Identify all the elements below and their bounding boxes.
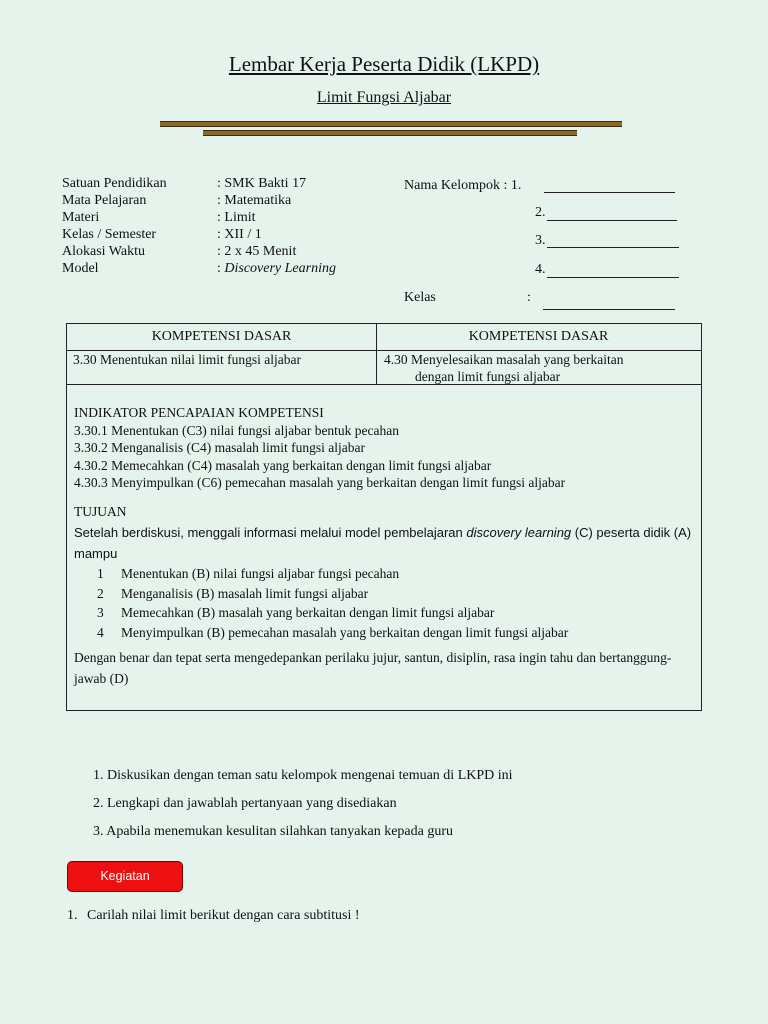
group-name-line-3[interactable] xyxy=(547,247,679,248)
tujuan-title: TUJUAN xyxy=(74,504,127,519)
group-number: 4. xyxy=(535,262,546,277)
kd-cell-right xyxy=(384,351,624,385)
list-item-text: Menyimpulkan (B) pemecahan masalah yang berkaitan dengan limit fungsi aljabar xyxy=(121,625,569,640)
table-column-divider xyxy=(376,350,377,384)
group-number: 3. xyxy=(535,233,546,248)
ipk-section xyxy=(74,404,565,492)
instruction-item: 3. Apabila menemukan kesulitan silahkan tanyakan kepada guru xyxy=(93,824,454,839)
identity-value-italic: Discovery Learning xyxy=(224,261,336,276)
tujuan-intro-b: (C) peserta didik (A) mampu xyxy=(74,525,692,561)
instruction-item: 1. Diskusikan dengan teman satu kelompok mengenai temuan di LKPD ini xyxy=(93,768,513,783)
list-item-text: Menganalisis (B) masalah limit fungsi aljabar xyxy=(121,586,369,601)
task-text: Carilah nilai limit berikut dengan cara subtitusi ! xyxy=(87,908,360,923)
ipk-item: 4.30.2 Memecahkan (C4) masalah yang berkaitan dengan limit fungsi aljabar xyxy=(74,457,492,473)
list-item-text: Memecahkan (B) masalah yang berkaitan dengan limit fungsi aljabar xyxy=(121,605,495,620)
task-item xyxy=(67,908,360,924)
list-item-number: 1 xyxy=(97,566,104,581)
tujuan-intro-a: Setelah berdiskusi, menggali informasi melalui model pembelajaran xyxy=(74,525,467,540)
class-label: Kelas xyxy=(404,290,436,305)
identity-value-prefix: : xyxy=(217,261,225,276)
tujuan-intro-italic: discovery learning xyxy=(466,525,572,540)
identity-value: : Matematika xyxy=(217,193,292,208)
list-item-number: 4 xyxy=(97,625,104,640)
group-name-line-1[interactable] xyxy=(544,192,675,193)
identity-value: : 2 x 45 Menit xyxy=(217,244,297,259)
kd-cell-left: 3.30 Menentukan nilai limit fungsi aljabar xyxy=(73,352,301,367)
identity-label: Mata Pelajaran xyxy=(62,193,147,208)
tujuan-closing: Dengan benar dan tepat serta mengedepankan perilaku jujur, santun, disiplin, rasa ingin tahu dan bertanggung-jawab (D) xyxy=(74,650,672,686)
group-number: 1. xyxy=(510,178,522,193)
group-name-line-2[interactable] xyxy=(547,220,677,221)
group-number: 2. xyxy=(535,205,546,220)
kegiatan-button[interactable]: Kegiatan xyxy=(67,861,183,892)
identity-label: Satuan Pendidikan xyxy=(62,176,167,191)
list-item-number: 3 xyxy=(97,605,104,620)
instruction-item: 2. Lengkapi dan jawablah pertanyaan yang disediakan xyxy=(93,796,397,811)
class-colon: : xyxy=(527,290,531,305)
identity-label: Kelas / Semester xyxy=(62,227,157,242)
divider-bar-bottom xyxy=(203,130,577,136)
class-line[interactable] xyxy=(543,309,675,310)
ipk-item: 4.30.3 Menyimpulkan (C6) pemecahan masalah yang berkaitan dengan limit fungsi aljabar xyxy=(74,475,566,490)
kd-header-left: KOMPETENSI DASAR xyxy=(67,324,377,350)
table-divider xyxy=(67,384,701,385)
identity-label: Materi xyxy=(62,210,100,225)
ipk-item: 3.30.1 Menentukan (C3) nilai fungsi aljabar bentuk pecahan xyxy=(74,422,400,438)
identity-value: : XII / 1 xyxy=(217,227,262,242)
group-label xyxy=(404,178,521,194)
ipk-title: INDIKATOR PENCAPAIAN KOMPETENSI xyxy=(74,405,324,420)
group-name-line-4[interactable] xyxy=(547,277,679,278)
page-title: Lembar Kerja Peserta Didik (LKPD) xyxy=(228,52,540,76)
tujuan-intro xyxy=(74,522,694,564)
identity-value: : Limit xyxy=(217,210,256,225)
kd-right-line-2: dengan limit fungsi aljabar xyxy=(415,369,561,384)
identity-label: Alokasi Waktu xyxy=(62,244,145,259)
identity-value: : SMK Bakti 17 xyxy=(217,176,307,191)
task-number: 1. xyxy=(67,908,78,923)
identity-label: Model xyxy=(62,261,99,276)
ipk-item: 3.30.2 Menganalisis (C4) masalah limit fungsi aljabar xyxy=(74,440,365,455)
list-item-text: Menentukan (B) nilai fungsi aljabar fungsi pecahan xyxy=(121,566,400,581)
identity-value xyxy=(217,260,336,277)
divider-bar-top xyxy=(160,121,622,127)
kd-header-right: KOMPETENSI DASAR xyxy=(468,329,609,344)
group-label-text: Nama Kelompok : xyxy=(404,178,511,193)
kompetensi-table xyxy=(66,323,702,711)
list-item-number: 2 xyxy=(97,586,104,601)
page-subtitle: Limit Fungsi Aljabar xyxy=(316,89,452,106)
kd-right-line-1: 4.30 Menyelesaikan masalah yang berkaitan xyxy=(384,352,624,367)
